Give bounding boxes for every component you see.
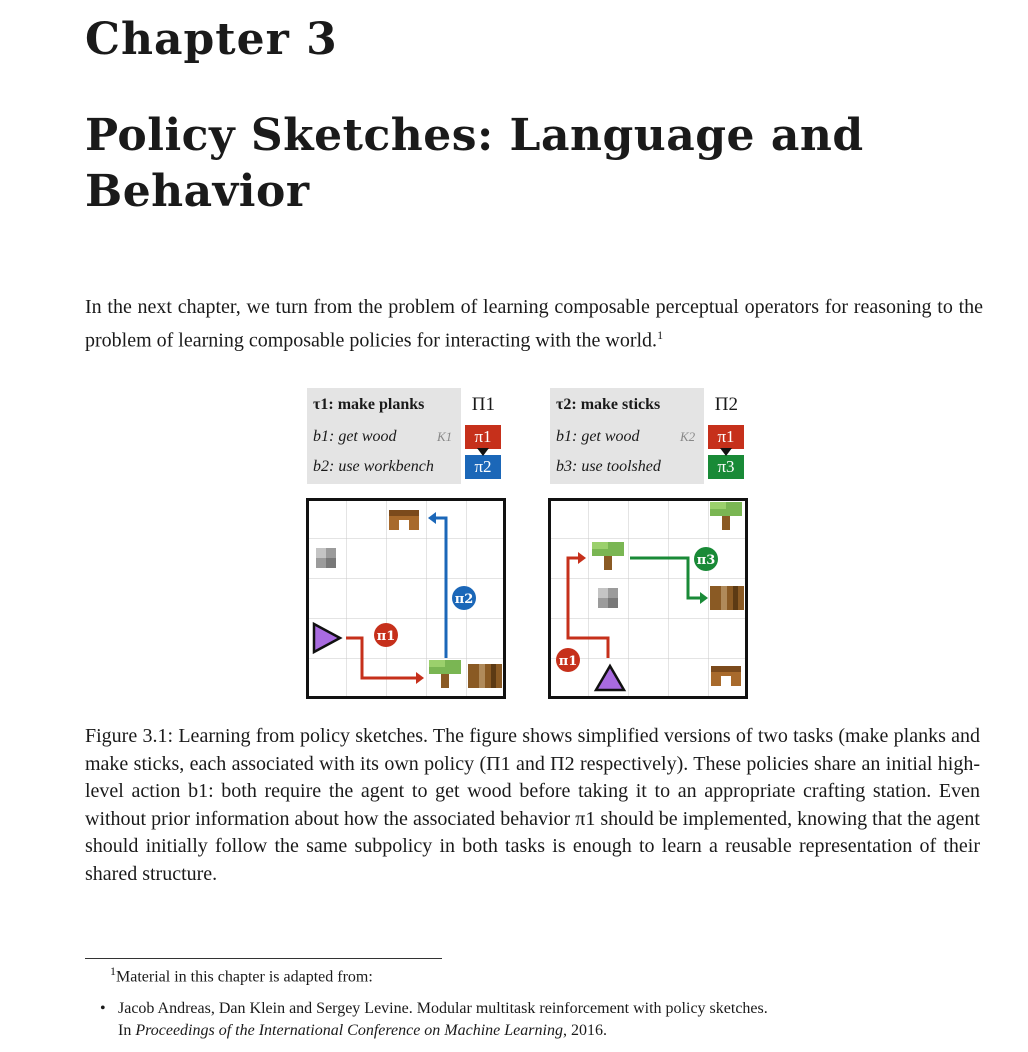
task-label: τ1: make planks	[313, 396, 425, 413]
task-label: τ2: make sticks	[556, 396, 661, 413]
pi3-box: π3	[708, 455, 744, 479]
caption-text: Learning from policy sketches. The figure shows simplified versions of two tasks (make planks and make sticks, each associated with its own policy (Π1 and Π2 respectively). These policies share an initial high-level action b1: both require the agent to get wood before taking it to an appropriate crafting station. Even without prior information about how the associated behavior π1 should be implemented, knowing that the agent should initially follow the same subpolicy in both tasks is enough to learn a reusable representation of their shared structure.	[85, 725, 981, 885]
intro-paragraph	[85, 293, 983, 355]
sketch-panel-2	[550, 388, 748, 484]
workbench-icon	[389, 510, 419, 530]
wood-icon	[710, 586, 744, 610]
policy-label: Π2	[714, 394, 738, 415]
footnote-mark: 1	[657, 328, 664, 342]
footnote-number: 1	[110, 964, 116, 978]
intro-text: In the next chapter, we turn from the problem of learning composable perceptual operators for reasoning to the problem of learning composable policies for interacting with the world.	[85, 296, 983, 352]
step1-label: b1: get wood	[313, 428, 397, 445]
reference-year: , 2016.	[562, 1022, 607, 1039]
pi1-label: π1	[558, 654, 578, 669]
wood-icon	[468, 664, 502, 688]
arrow-down-icon	[477, 448, 489, 456]
footnote-text: Material in this chapter is adapted from:	[116, 968, 373, 986]
arrow-down-icon	[720, 448, 732, 456]
footnote	[110, 964, 373, 986]
step2-label: b3: use toolshed	[556, 458, 661, 475]
pi1-box: π1	[465, 425, 501, 449]
chapter-title	[85, 108, 965, 220]
chapter-label: Chapter 3	[85, 14, 338, 65]
pi3-marker	[694, 547, 718, 571]
stone-icon	[316, 548, 336, 568]
step1-label: b1: get wood	[556, 428, 640, 445]
sketch-panel-1	[307, 388, 505, 484]
figure-caption	[85, 723, 980, 889]
pi2-label: π2	[454, 592, 474, 607]
pi1-label: π1	[376, 629, 396, 644]
reference-venue: Proceedings of the International Conference on Machine Learning	[135, 1022, 563, 1039]
k-label: K2	[680, 429, 696, 444]
footnote-rule	[85, 958, 442, 959]
chapter-title-line1: Policy Sketches: Language and	[85, 110, 864, 161]
reference-item	[100, 998, 984, 1042]
grid-world-2	[548, 498, 748, 699]
grid-world-1	[306, 498, 506, 699]
pi3-label: π3	[696, 553, 716, 568]
stone-icon	[598, 588, 618, 608]
caption-label: Figure 3.1:	[85, 725, 174, 747]
chapter-title-line2: Behavior	[85, 166, 310, 217]
step2-label: b2: use workbench	[313, 458, 434, 475]
pi1-box: π1	[708, 425, 744, 449]
k-label: K1	[437, 429, 453, 444]
pi1-marker	[374, 623, 398, 647]
bullet: •	[100, 1000, 106, 1017]
reference-authors: Jacob Andreas, Dan Klein and Sergey Levine. Modular multitask reinforcement with policy sketches.	[118, 1000, 768, 1017]
pi2-marker	[452, 586, 476, 610]
reference-venue-prefix: In	[118, 1022, 136, 1039]
toolshed-icon	[711, 666, 741, 686]
pi2-box: π2	[465, 455, 501, 479]
policy-label: Π1	[471, 394, 495, 415]
pi1-marker	[556, 648, 580, 672]
